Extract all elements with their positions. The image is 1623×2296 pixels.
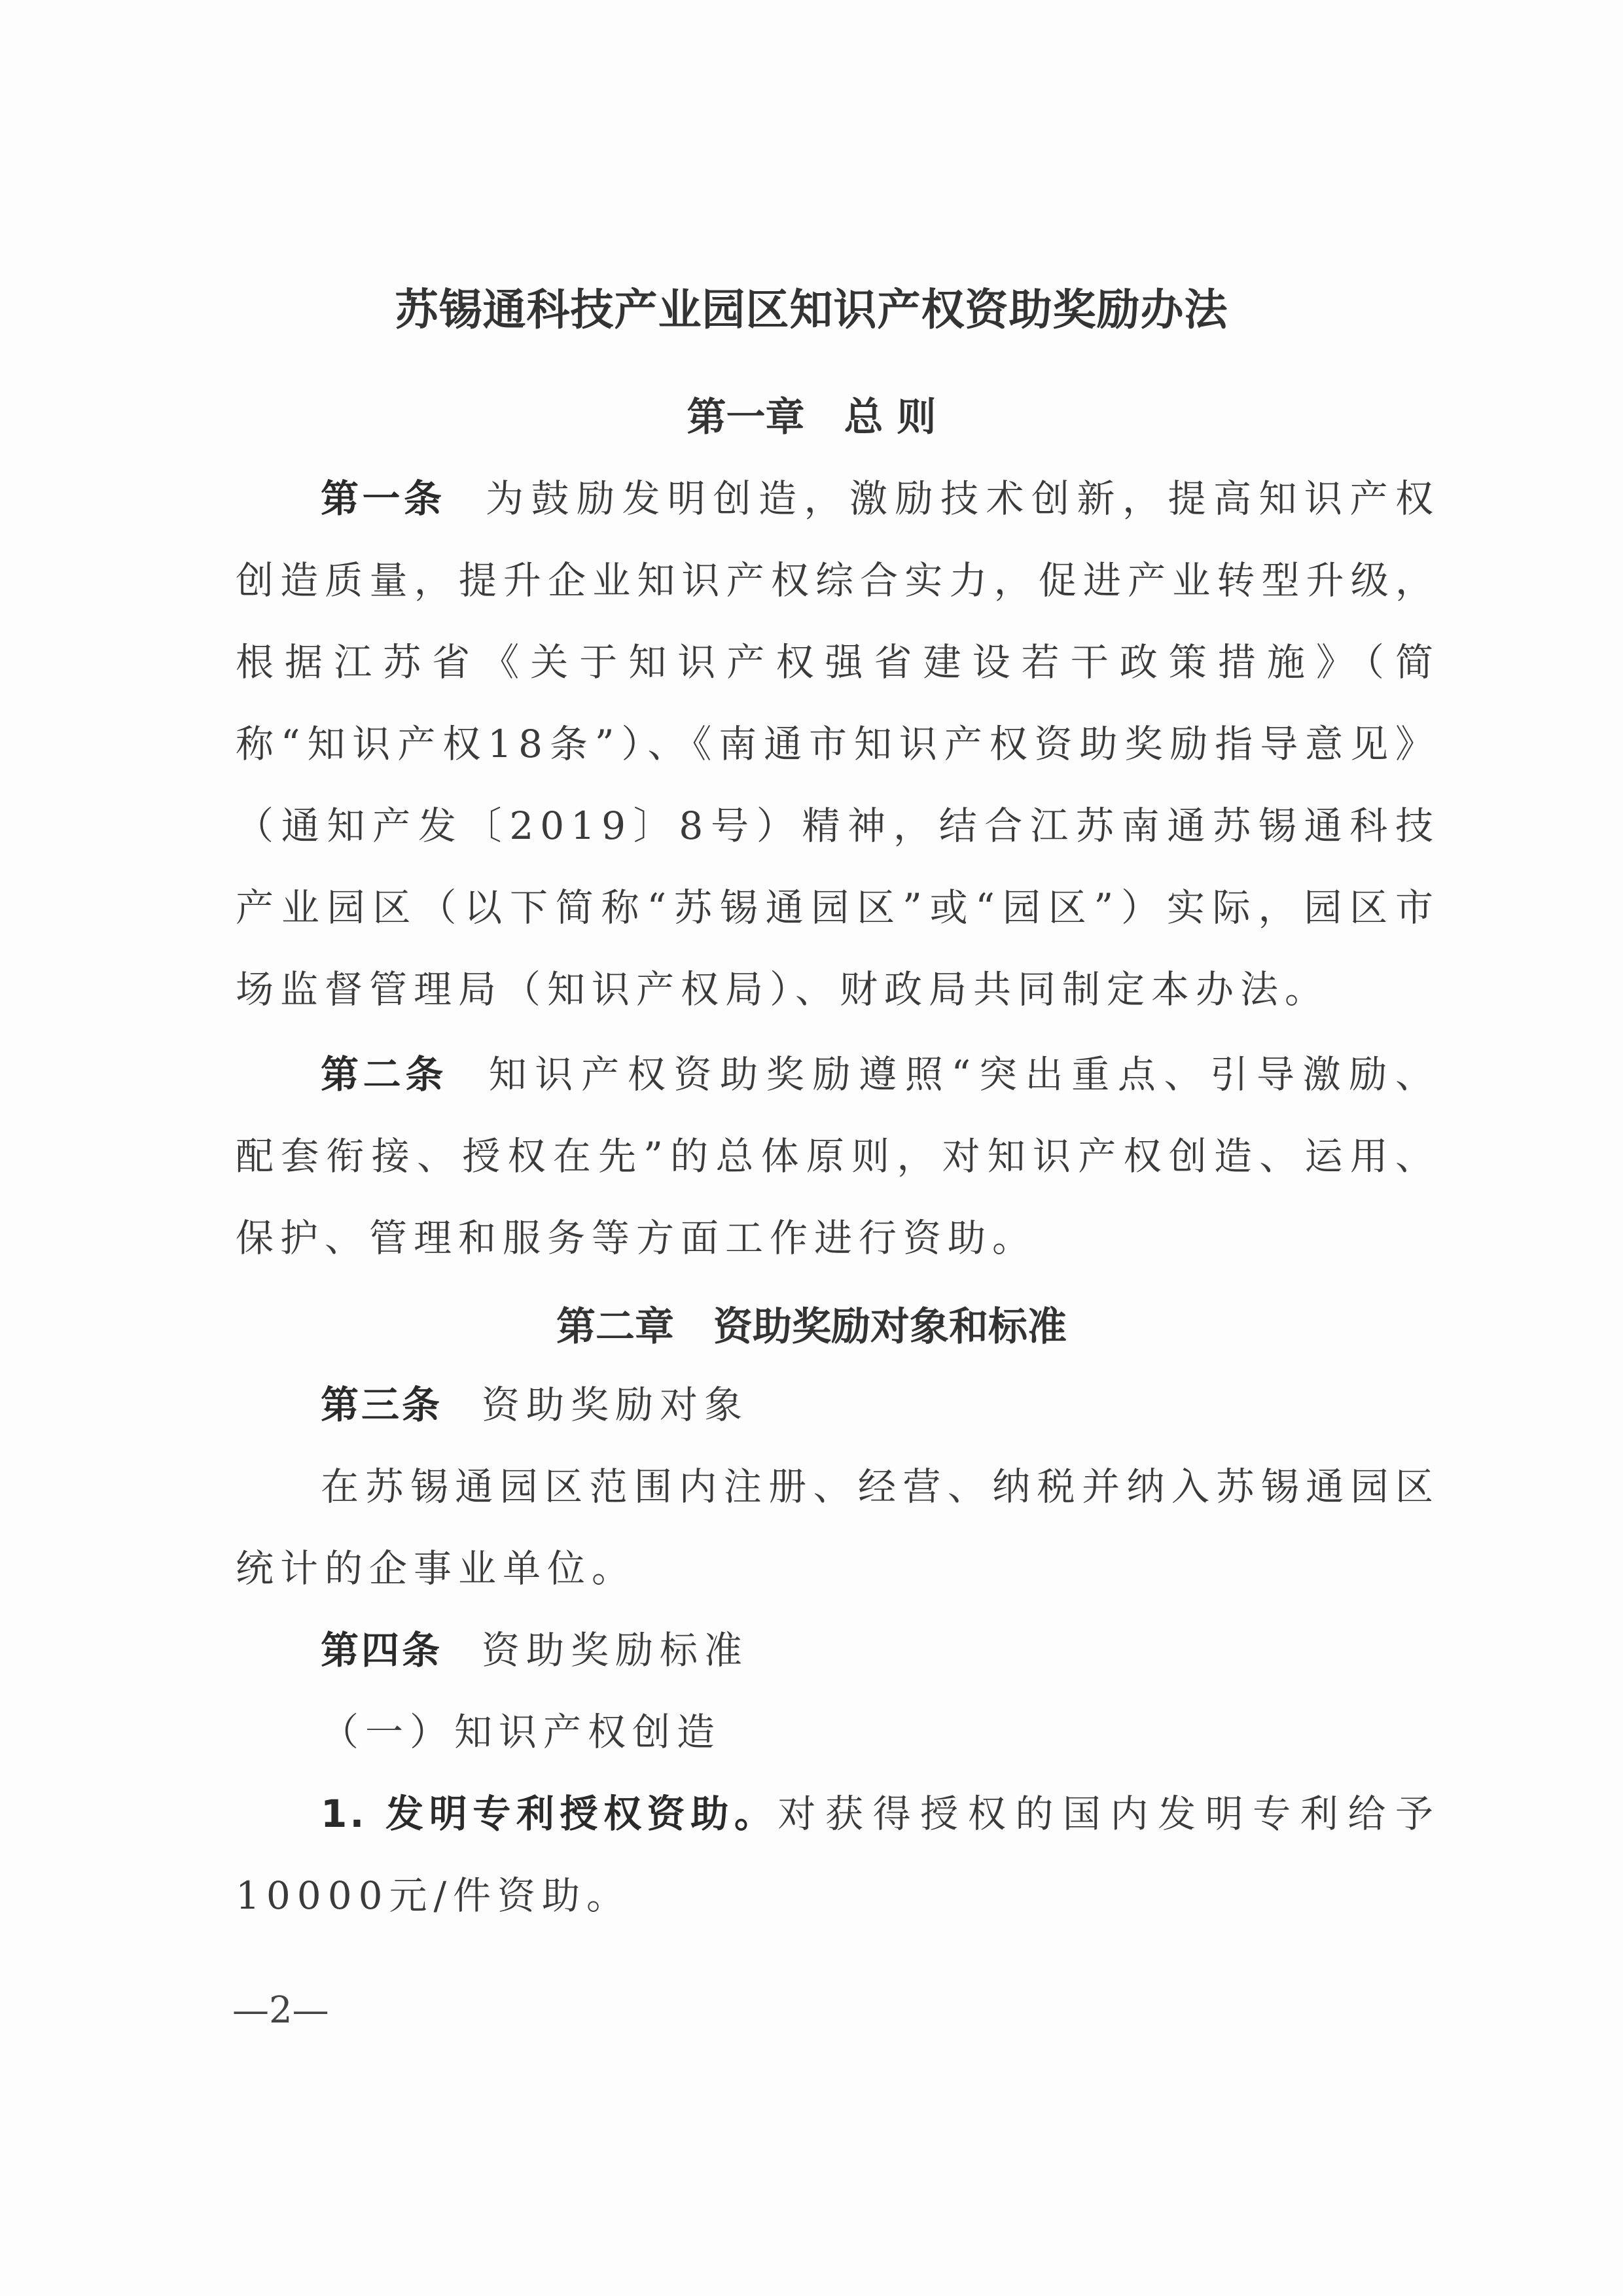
article-3 (236, 1364, 1440, 1446)
article-1 (236, 458, 1440, 1031)
article-1-text: 为鼓励发明创造，激励技术创新，提高知识产权创造质量，提升企业知识产权综合实力，促进产业转型升级，根据江苏省《关于知识产权强省建设若干政策措施》（简称“知识产权18条”）、《南通市知识产权资助奖励指导意见》（通知产发〔2019〕8号）精神，结合江苏南通苏锡通科技产业园区（以下简称“苏锡通园区”或“园区”）实际，园区市场监督管理局（知识产权局）、财政局共同制定本办法。 (236, 476, 1440, 1012)
article-4-item-1 (236, 1773, 1440, 1937)
article-2-label: 第二条 (321, 1052, 448, 1097)
item-1-label: 1. 发明专利授权资助。 (321, 1792, 778, 1836)
article-3-label: 第三条 (321, 1383, 443, 1427)
article-4-subsection: （一）知识产权创造 (321, 1710, 722, 1754)
article-4-text: 资助奖励标准 (482, 1628, 749, 1672)
article-1-label: 第一条 (321, 476, 446, 521)
article-3-paragraph: 在苏锡通园区范围内注册、经营、纳税并纳入苏锡通园区统计的企事业单位。 (236, 1464, 1440, 1591)
article-4-label: 第四条 (321, 1628, 443, 1672)
item-1-text: 对获得授权的国内发明专利给予10000元/件资助。 (236, 1792, 1440, 1918)
document-title: 苏锡通科技产业园区知识产权资助奖励办法 (395, 285, 1228, 335)
article-3-text: 资助奖励对象 (482, 1383, 749, 1427)
page-number: —2— (232, 1989, 329, 2032)
chapter-2-heading: 第二章 资助奖励对象和标准 (556, 1304, 1067, 1350)
article-2 (236, 1034, 1440, 1279)
chapter-1-heading: 第一章 总 则 (687, 395, 936, 440)
article-4 (236, 1610, 1440, 1691)
article-2-text: 知识产权资助奖励遵照“突出重点、引导激励、配套衔接、授权在先”的总体原则，对知识产权创造、运用、保护、管理和服务等方面工作进行资助。 (236, 1052, 1440, 1260)
